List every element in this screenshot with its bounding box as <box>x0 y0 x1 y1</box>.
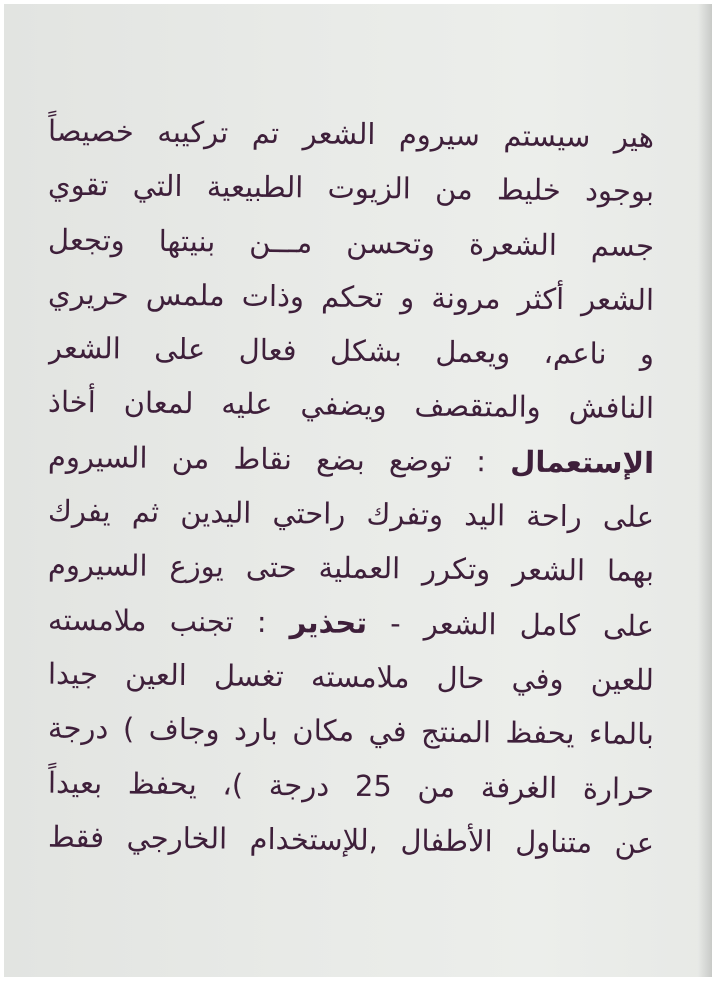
text-line: عن متناول الأطفال ,للإستخدام الخارجي فقط <box>47 819 655 860</box>
text-line: بوجود خليط من الزيوت الطبيعية التي تقوي <box>47 167 655 209</box>
text-line: جسم الشعرة وتحسن مـــن بنيتها وتجعل <box>47 222 655 263</box>
text-line: بالماء يحفظ المنتج في مكان بارد وجاف ) درجة <box>47 710 655 752</box>
text-line: الشعر أكثر مرونة و تحكم وذات ملمس حريري <box>47 276 655 317</box>
text-line: هير سيستم سيروم الشعر تم تركيبه خصيصاً <box>47 113 655 154</box>
usage-line: الإستعمال : توضع بضع نقاط من السيروم <box>47 439 655 480</box>
text-line: بهما الشعر وتكرر العملية حتى يوزع السيروم <box>47 548 655 589</box>
instructions-text <box>48 110 654 870</box>
text-line: حرارة الغرفة من 25 درجة )، يحفظ بعيداً <box>47 765 655 806</box>
warning-line: على كامل الشعر - تحذير : تجنب ملامسته <box>47 602 655 643</box>
text-line: النافش والمتقصف ويضفي عليه لمعان أخاذ <box>47 385 655 426</box>
text-line: و ناعم، ويعمل بشكل فعال على الشعر <box>47 330 655 372</box>
product-label-photo <box>4 4 712 977</box>
usage-heading: الإستعمال <box>510 444 655 480</box>
text-line: للعين وفي حال ملامسته تغسل العين جيدا <box>47 656 655 697</box>
warning-heading: تحذير <box>289 604 368 640</box>
text-line: على راحة اليد وتفرك راحتي اليدين ثم يفرك <box>47 493 655 535</box>
